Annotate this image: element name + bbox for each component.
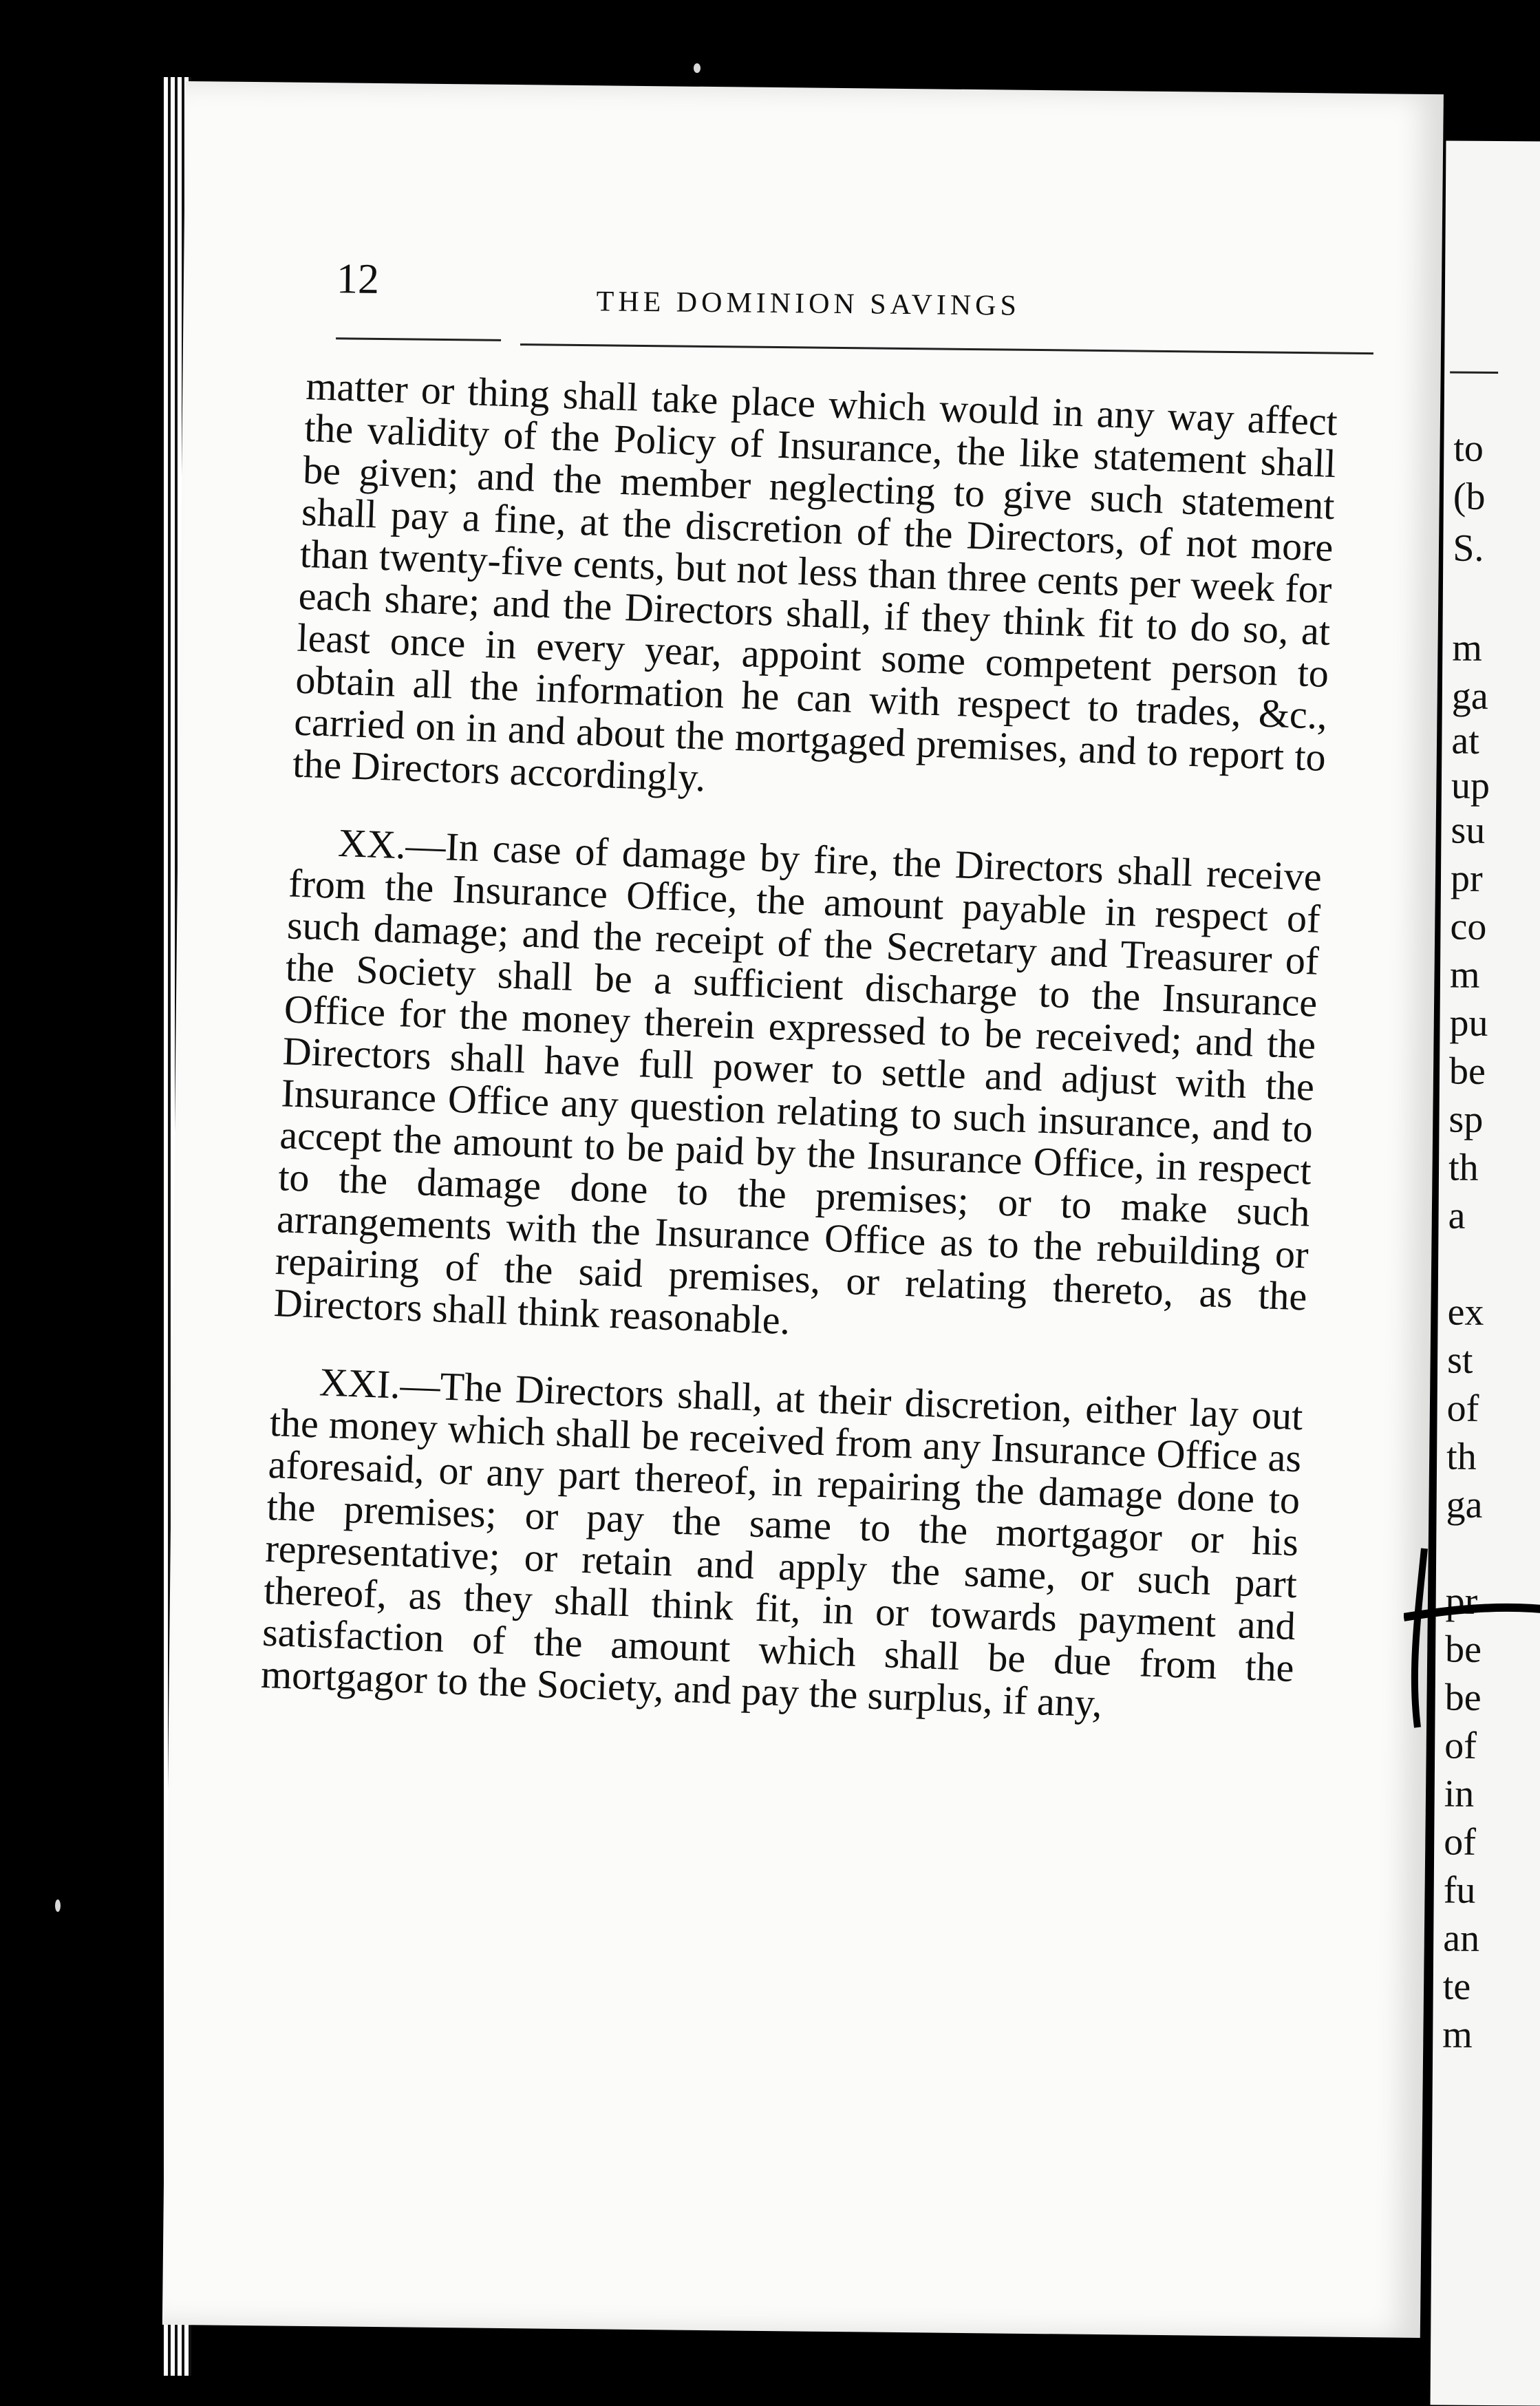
facing-page-line: te [1442,1965,1471,2008]
facing-page-line: sp [1448,1098,1484,1141]
facing-page-line: th [1446,1435,1477,1478]
body-text [259,365,1338,1767]
facing-page-line: in [1444,1772,1475,1816]
facing-page-rule [1450,372,1498,374]
facing-page-line: to [1453,427,1484,470]
handwritten-cross-mark [1404,1535,1540,1741]
paragraph-section-xx: XX.—In case of damage by fire, the Directors shall receive from the Insurance Office, the amount payable in respect of such damage; and the receipt of the Secretary and Treasurer of the Society shall be a sufficient discharge to the Insurance Office for the money therein expressed to be received; and the Directors shall have full power to settle and adjust with the Insurance Office any question relating to such insurance, and to accept the amount to be paid by the Insurance Office, in respect to the damage done to the premises; or to make such arrangements with the Insurance Office as to the rebuilding or repairing of the said premises, or relating thereto, as the Directors shall think reasonable. [272,820,1323,1343]
facing-page [1431,140,1540,2405]
facing-page-line: an [1443,1917,1480,1960]
header-rule-left [336,337,501,341]
facing-page-line: pr [1445,1579,1478,1623]
facing-page-line: m [1442,2013,1473,2056]
scan-speck [55,1899,61,1912]
header-rule-right [520,343,1373,354]
facing-page-line: th [1448,1146,1479,1189]
facing-page-line: m [1452,626,1483,670]
facing-page-line: of [1446,1387,1479,1430]
facing-page-line: ex [1447,1290,1484,1334]
book-page [162,81,1444,2338]
facing-page-line: co [1450,905,1487,948]
facing-page-line: su [1451,809,1486,852]
paragraph-section-xxi: XXI.—The Directors shall, at their discretion, either lay out the money which shall be received from any Insurance Office as aforesaid, or any part thereof, in repairing the damage done to the premises; or pay the same to the mortgagor or his representative; or retain and apply the same, or such part thereof, as they shall think fit, in or towards payment and satisfaction of the amount which shall be due from the mortgagor to the Society, and pay the surplus, if any, [260,1359,1304,1726]
facing-page-line: be [1444,1676,1482,1719]
facing-page-line: ga [1446,1483,1483,1526]
facing-page-line: a [1448,1194,1466,1237]
facing-page-line: be [1448,1050,1486,1093]
facing-page-line: of [1444,1724,1477,1767]
facing-page-line: at [1451,719,1480,763]
facing-page-text [1442,140,1540,2056]
facing-page-line: of [1444,1820,1477,1864]
running-head: THE DOMINION SAVINGS [596,286,1021,322]
facing-page-line: fu [1443,1869,1476,1912]
facing-page-line: ga [1451,674,1488,718]
facing-page-line: S. [1453,526,1484,570]
facing-page-line: st [1446,1339,1473,1382]
facing-page-line: (b [1453,475,1486,518]
scan-speck [694,63,701,73]
paragraph-continuation: matter or thing shall take place which would in any way affect the validity of the Policy of Insurance, the like statement shall be given; and the member neglecting to give such statement shall pay a fine, at the discretion of the Directors, of not more than twenty-five cents, but not less than three cents per week for each share; and the Directors shall, if they think fit to do so, at least once in every year, appoint some competent person to obtain all the information he can with respect to trades, &c., carried on in and about the mortgaged premises, and to report to the Directors accordingly. [292,363,1338,800]
page-number: 12 [336,255,380,303]
facing-page-line: m [1449,953,1480,997]
facing-page-line: pr [1450,857,1483,900]
facing-page-line: pu [1449,1001,1488,1045]
facing-page-line: be [1444,1628,1482,1671]
facing-page-line: up [1451,764,1490,807]
